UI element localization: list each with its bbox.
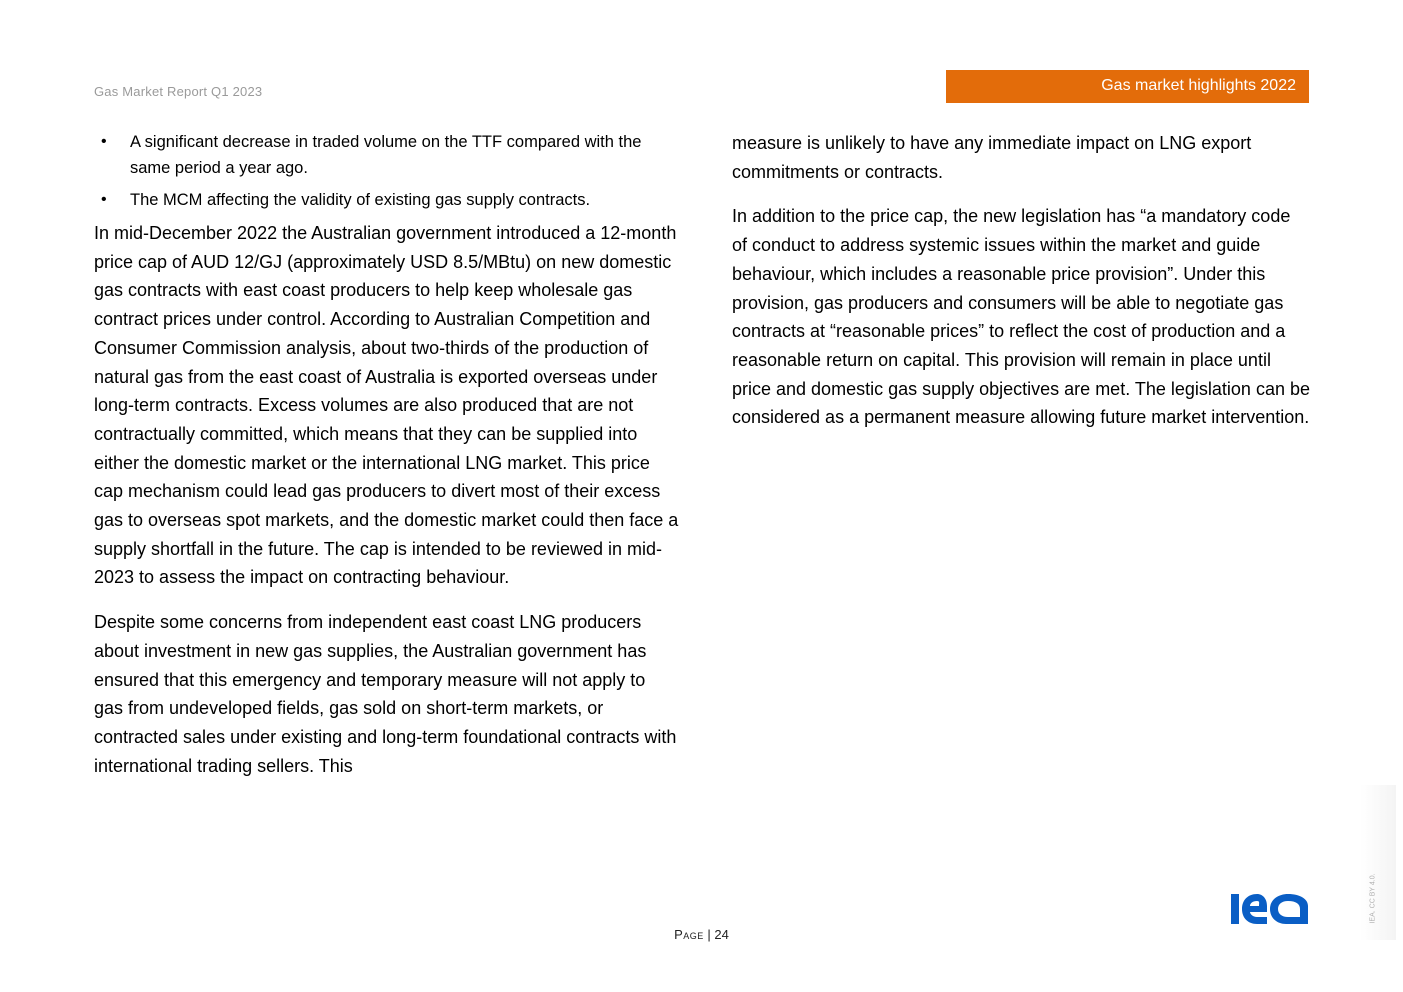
section-banner [946, 70, 1309, 103]
page-number [0, 927, 1403, 942]
logo-letter-e [1242, 894, 1267, 924]
left-column [94, 129, 679, 796]
section-title: Gas market highlights 2022 [1101, 77, 1296, 94]
logo-bar-i [1231, 894, 1239, 924]
right-column [732, 129, 1310, 448]
bullet-icon: • [101, 133, 107, 150]
bullet-icon: • [101, 191, 107, 208]
bullet-text: A significant decrease in traded volume on the TTF compared with the same period a year ago. [130, 133, 642, 177]
iea-logo-icon [1230, 890, 1309, 925]
list-item [94, 129, 679, 181]
page-separator: | [707, 927, 711, 942]
bullet-text: The MCM affecting the validity of existing gas supply contracts. [130, 191, 591, 209]
paragraph: In mid-December 2022 the Australian government introduced a 12-month price cap of AUD 12/GJ (approximately USD 8.5/MBtu) on new domestic gas contracts with east coast producers to help keep wholesale gas contract prices under control. According to Australian Competition and Consumer Commission analysis, about two-thirds of the production of natural gas from the east coast of Australia is exported overseas under long-term contracts. Excess volumes are also produced that are not contractually committed, which means that they can be supplied into either the domestic market or the international LNG market. This price cap mechanism could lead gas producers to divert most of their excess gas to overseas spot markets, and the domestic market could then face a supply shortfall in the future. The cap is intended to be reviewed in mid-2023 to assess the impact on contracting behaviour. [94, 223, 679, 588]
page-label: Page [674, 927, 704, 942]
page-number-value: 24 [714, 927, 729, 942]
paragraph: measure is unlikely to have any immediate impact on LNG export commitments or contracts. [732, 133, 1252, 182]
side-strip [1360, 785, 1396, 940]
bullet-list [94, 129, 679, 213]
license-text: IEA. CC BY 4.0. [1369, 873, 1377, 924]
list-item [94, 187, 679, 213]
paragraph: Despite some concerns from independent east coast LNG producers about investment in new gas supplies, the Australian government has ensured that this emergency and temporary measure will not apply to gas from undeveloped fields, gas sold on short-term markets, or contracted sales under existing and long-term foundational contracts with international trading sellers. This [94, 612, 677, 776]
report-title: Gas Market Report Q1 2023 [94, 84, 263, 99]
paragraph: In addition to the price cap, the new legislation has “a mandatory code of conduct to address systemic issues within the market and guide behaviour, which includes a reasonable price provision”. Under this provision, gas producers and consumers will be able to negotiate gas contracts at “reasonable prices” to reflect the cost of production and a reasonable return on capital. This provision will remain in place until price and domestic gas supply objectives are met. The legislation can be considered as a permanent measure allowing future market intervention. [732, 206, 1310, 428]
logo-letter-a [1270, 894, 1308, 924]
